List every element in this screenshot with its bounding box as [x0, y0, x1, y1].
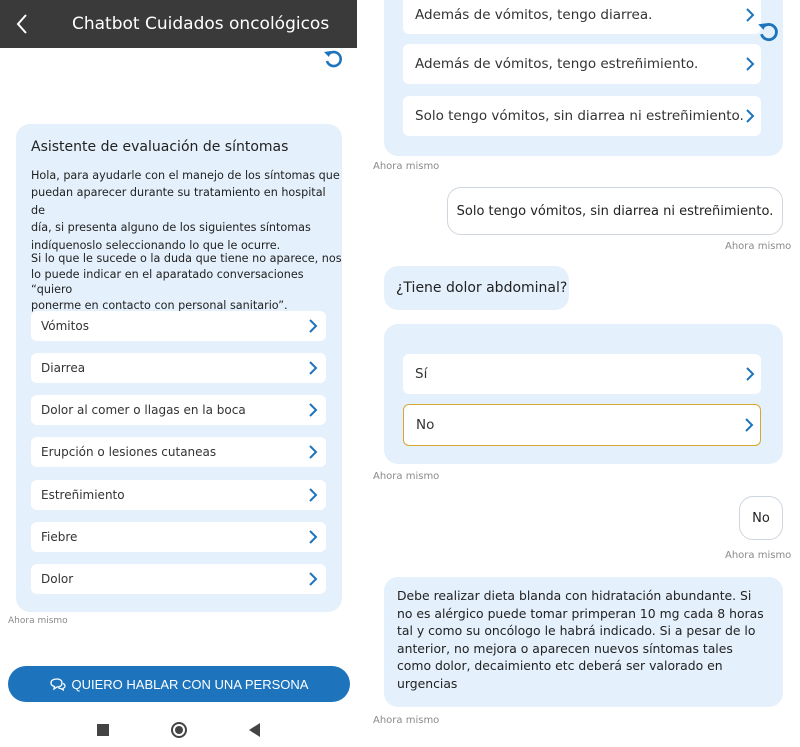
chevron-right-icon [745, 8, 755, 22]
option-label: Además de vómitos, tengo diarrea. [415, 7, 653, 23]
chevron-right-icon [745, 57, 755, 71]
system-nav-bar [0, 712, 357, 747]
advice-line: tal y como su oncólogo le habrá indicado. Si a pesar de lo [397, 623, 756, 638]
back-arrow-icon [15, 13, 29, 35]
timestamp: Ahora mismo [373, 715, 440, 726]
note-line: lo puede indicar en el aparatado conversaciones “quiero [31, 267, 304, 296]
reset-button[interactable] [756, 20, 780, 48]
user-message-1 [447, 187, 783, 235]
nav-square-icon[interactable] [97, 724, 109, 736]
option-label: Sí [415, 366, 428, 382]
option-dolor[interactable] [31, 564, 326, 594]
chevron-right-icon [745, 367, 755, 381]
timestamp: Ahora mismo [373, 471, 440, 482]
reset-icon [322, 48, 344, 70]
bot-advice-text [397, 587, 764, 692]
chevron-right-icon [308, 445, 318, 459]
option-vomitos-estrenimiento[interactable] [403, 44, 761, 84]
option-label: Erupción o lesiones cutaneas [41, 445, 217, 459]
option-diarrea[interactable] [31, 353, 326, 383]
intro-line: indíquenoslo seleccionando lo que le ocurre. [31, 238, 281, 252]
advice-line: no es alérgico puede tomar primperan 10 mg cada 8 horas [397, 605, 764, 621]
left-screen [0, 0, 357, 747]
chat-icon [50, 678, 66, 691]
nav-back-icon[interactable] [249, 723, 260, 737]
option-solo-vomitos[interactable] [403, 96, 761, 136]
option-vomitos-diarrea[interactable] [403, 0, 761, 34]
option-label: Vómitos [41, 319, 89, 333]
option-erupcion[interactable] [31, 437, 326, 467]
option-label: Además de vómitos, tengo estreñimiento. [415, 56, 699, 72]
option-si[interactable] [403, 354, 761, 394]
advice-line: anterior, no mejora o aparecen nuevos síntomas tales [397, 640, 733, 656]
timestamp: Ahora mismo [725, 550, 792, 561]
nav-home-icon[interactable] [171, 722, 187, 738]
talk-to-person-button[interactable] [8, 666, 350, 702]
chevron-right-icon [745, 109, 755, 123]
page-title: Chatbot Cuidados oncológicos [72, 14, 330, 34]
assistant-bubble [16, 124, 342, 612]
bot-advice-bubble [384, 577, 783, 707]
option-label: Diarrea [41, 361, 86, 375]
bot-question-text: ¿Tiene dolor abdominal? [396, 280, 568, 296]
option-label: Fiebre [41, 530, 78, 544]
advice-line: como dolor, decaimiento etc deberá ser valorado en [397, 658, 723, 673]
chevron-right-icon [308, 488, 318, 502]
talk-to-person-label: QUIERO HABLAR CON UNA PERSONA [71, 676, 309, 692]
option-label: Estreñimiento [41, 488, 125, 502]
bot-question-bubble [384, 266, 569, 310]
advice-line: Debe realizar dieta blanda con hidratación abundante. Si [397, 588, 752, 603]
option-label: Dolor al comer o llagas en la boca [41, 403, 246, 417]
chevron-right-icon [744, 418, 754, 432]
yes-no-bubble [384, 324, 783, 464]
option-fiebre[interactable] [31, 522, 326, 552]
vomit-options-bubble [384, 0, 783, 156]
intro-line: Hola, para ayudarle con el manejo de los síntomas que [31, 169, 340, 182]
chevron-right-icon [308, 572, 318, 586]
assistant-note [31, 251, 342, 313]
timestamp: Ahora mismo [373, 161, 440, 172]
option-label: No [416, 417, 435, 433]
option-label: Solo tengo vómitos, sin diarrea ni estreñimiento. [415, 108, 744, 124]
intro-line: puedan aparecer durante su tratamiento en hospital de [31, 186, 326, 217]
note-line: ponerme en contacto con personal sanitario”. [31, 298, 288, 312]
right-screen [357, 0, 800, 747]
user-message-2 [739, 496, 783, 540]
user-message-text: Solo tengo vómitos, sin diarrea ni estreñimiento. [456, 203, 774, 219]
option-no[interactable] [403, 404, 761, 446]
app-header [0, 0, 357, 48]
reset-button[interactable] [322, 48, 344, 74]
user-message-text: No [752, 510, 770, 526]
assistant-title: Asistente de evaluación de síntomas [31, 139, 289, 155]
reset-icon [756, 20, 780, 44]
back-button[interactable] [0, 0, 44, 48]
option-dolor-boca[interactable] [31, 395, 326, 425]
chevron-right-icon [308, 361, 318, 375]
assistant-intro [31, 167, 342, 254]
option-estrenimiento[interactable] [31, 480, 326, 510]
intro-line: día, si presenta alguno de los siguientes síntomas [31, 221, 311, 235]
timestamp: Ahora mismo [8, 616, 68, 626]
advice-line: urgencias [397, 675, 458, 691]
chevron-right-icon [308, 530, 318, 544]
option-vomitos[interactable] [31, 311, 326, 341]
timestamp: Ahora mismo [725, 241, 792, 252]
option-label: Dolor [41, 572, 74, 586]
chevron-right-icon [308, 403, 318, 417]
note-line: Si lo que le sucede o la duda que tiene no aparece, nos [31, 252, 342, 265]
chevron-right-icon [308, 319, 318, 333]
